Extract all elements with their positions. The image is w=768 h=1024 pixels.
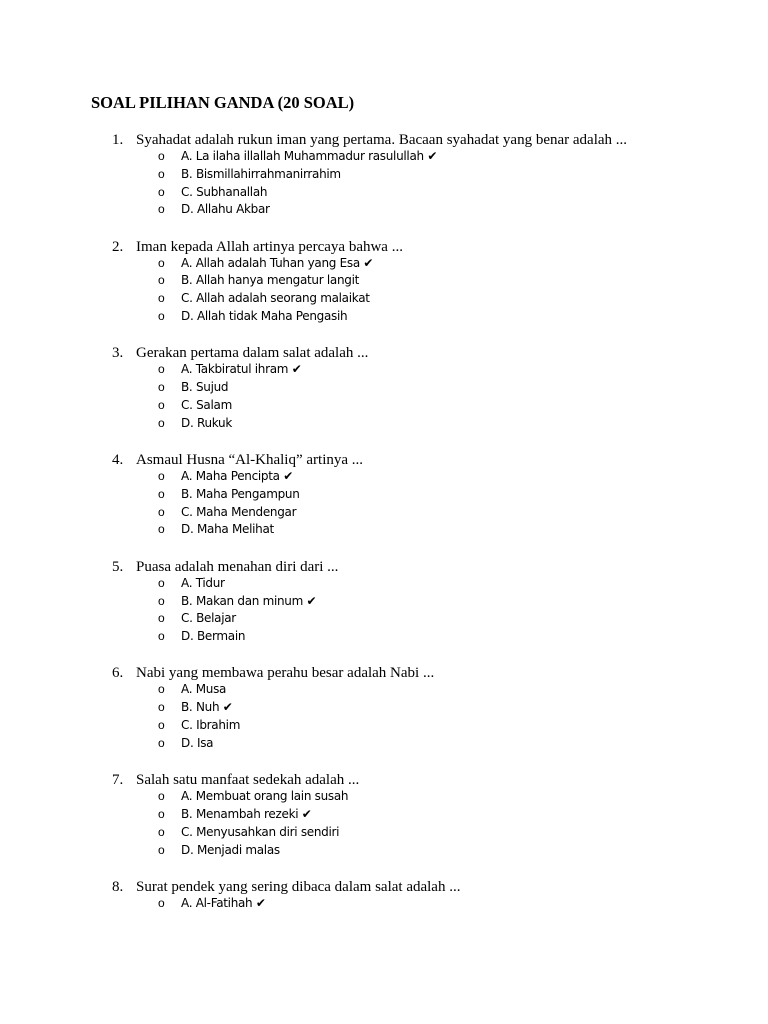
circle-bullet-icon: o xyxy=(158,575,165,590)
question-item xyxy=(0,450,768,557)
option-item xyxy=(0,806,600,824)
question-text: Nabi yang membawa perahu besar adalah Nabi ... xyxy=(136,665,435,682)
option-item xyxy=(0,824,600,842)
question-text: Puasa adalah menahan diri dari ... xyxy=(136,558,339,575)
circle-bullet-icon: o xyxy=(158,166,165,181)
circle-bullet-icon: o xyxy=(158,789,165,804)
option-item xyxy=(0,397,600,415)
circle-bullet-icon: o xyxy=(158,824,165,839)
circle-bullet-icon: o xyxy=(158,380,165,395)
option-item xyxy=(0,184,600,202)
option-list xyxy=(0,681,600,752)
document-title: SOAL PILIHAN GANDA (20 SOAL) xyxy=(91,93,355,112)
question-text: Salah satu manfaat sedekah adalah ... xyxy=(136,772,360,789)
question-number: 6. xyxy=(112,665,124,682)
option-text: B. Maha Pengampun xyxy=(181,486,300,501)
question-item xyxy=(0,237,768,344)
circle-bullet-icon: o xyxy=(158,486,165,501)
circle-bullet-icon: o xyxy=(158,397,165,412)
option-text: A. Tidur xyxy=(181,575,225,590)
question-text: Asmaul Husna “Al-Khaliq” artinya ... xyxy=(136,452,364,469)
question-text: Surat pendek yang sering dibaca dalam salat adalah ... xyxy=(136,878,461,895)
option-item xyxy=(0,486,600,504)
circle-bullet-icon: o xyxy=(158,273,165,288)
circle-bullet-icon: o xyxy=(158,718,165,733)
question-item xyxy=(0,663,768,770)
option-text: B. Sujud xyxy=(181,380,229,395)
option-item xyxy=(0,699,600,717)
option-text: A. La ilaha illallah Muhammadur rasulullah ✔ xyxy=(181,149,438,163)
question-text: Syahadat adalah rukun iman yang pertama. Bacaan syahadat yang benar adalah ... xyxy=(136,132,628,148)
option-list xyxy=(0,575,600,646)
circle-bullet-icon: o xyxy=(158,806,165,821)
option-text: B. Nuh ✔ xyxy=(181,700,233,715)
option-list xyxy=(0,895,600,913)
question-number: 2. xyxy=(112,238,124,255)
option-item xyxy=(0,504,600,522)
circle-bullet-icon: o xyxy=(158,682,165,697)
option-text: A. Musa xyxy=(181,682,227,697)
option-text: A. Takbiratul ihram ✔ xyxy=(181,362,302,377)
option-list xyxy=(0,361,600,432)
question-number: 5. xyxy=(112,558,124,575)
circle-bullet-icon: o xyxy=(158,593,165,608)
circle-bullet-icon: o xyxy=(158,629,165,644)
option-text: C. Belajar xyxy=(181,611,236,626)
circle-bullet-icon: o xyxy=(158,700,165,715)
option-item xyxy=(0,415,600,433)
circle-bullet-icon: o xyxy=(158,504,165,519)
option-list xyxy=(0,148,600,219)
circle-bullet-icon: o xyxy=(158,735,165,750)
option-item xyxy=(0,788,600,806)
option-item xyxy=(0,717,600,735)
option-item xyxy=(0,610,600,628)
question-item xyxy=(0,130,768,237)
option-item xyxy=(0,308,600,326)
option-item xyxy=(0,290,600,308)
option-item xyxy=(0,272,600,290)
question-number: 7. xyxy=(112,772,124,789)
circle-bullet-icon: o xyxy=(158,255,165,270)
option-item xyxy=(0,379,600,397)
circle-bullet-icon: o xyxy=(158,291,165,306)
circle-bullet-icon: o xyxy=(158,415,165,430)
circle-bullet-icon: o xyxy=(158,309,165,324)
circle-bullet-icon: o xyxy=(158,202,165,217)
option-text: B. Allah hanya mengatur langit xyxy=(181,273,360,288)
option-text: C. Salam xyxy=(181,397,232,412)
question-text: Iman kepada Allah artinya percaya bahwa ... xyxy=(136,238,403,255)
circle-bullet-icon: o xyxy=(158,469,165,484)
circle-bullet-icon: o xyxy=(158,842,165,857)
option-item xyxy=(0,255,600,273)
option-item xyxy=(0,521,600,539)
option-list xyxy=(0,255,600,326)
question-number: 4. xyxy=(112,452,124,469)
option-text: C. Maha Mendengar xyxy=(181,504,297,519)
circle-bullet-icon: o xyxy=(158,149,165,163)
option-text: C. Subhanallah xyxy=(181,184,268,199)
option-text: D. Rukuk xyxy=(181,415,233,430)
question-item xyxy=(0,343,768,450)
question-item xyxy=(0,770,768,877)
option-text: D. Isa xyxy=(181,735,214,750)
option-text: A. Al-Fatihah ✔ xyxy=(181,895,266,910)
circle-bullet-icon: o xyxy=(158,184,165,199)
option-item xyxy=(0,575,600,593)
option-item xyxy=(0,628,600,646)
question-item xyxy=(0,557,768,664)
option-text: A. Allah adalah Tuhan yang Esa ✔ xyxy=(181,255,374,270)
question-item xyxy=(0,877,768,984)
question-list xyxy=(0,130,768,984)
question-number: 8. xyxy=(112,878,124,895)
circle-bullet-icon: o xyxy=(158,611,165,626)
option-text: D. Allahu Akbar xyxy=(181,202,270,217)
option-item xyxy=(0,468,600,486)
option-item xyxy=(0,201,600,219)
option-text: B. Bismillahirrahmanirrahim xyxy=(181,166,341,181)
option-text: D. Menjadi malas xyxy=(181,842,280,857)
option-text: C. Ibrahim xyxy=(181,718,241,733)
question-number: 3. xyxy=(112,345,124,362)
option-text: D. Allah tidak Maha Pengasih xyxy=(181,309,348,324)
option-list xyxy=(0,468,600,539)
option-item xyxy=(0,735,600,753)
question-number: 1. xyxy=(112,132,124,148)
option-item xyxy=(0,166,600,184)
option-item xyxy=(0,681,600,699)
option-text: A. Maha Pencipta ✔ xyxy=(181,469,293,484)
option-text: B. Menambah rezeki ✔ xyxy=(181,806,312,821)
question-text: Gerakan pertama dalam salat adalah ... xyxy=(136,345,369,362)
option-text: B. Makan dan minum ✔ xyxy=(181,593,317,608)
option-text: C. Allah adalah seorang malaikat xyxy=(181,291,370,306)
option-item xyxy=(0,842,600,860)
option-text: C. Menyusahkan diri sendiri xyxy=(181,824,340,839)
option-text: D. Maha Melihat xyxy=(181,522,274,537)
option-list xyxy=(0,788,600,859)
option-text: A. Membuat orang lain susah xyxy=(181,789,349,804)
circle-bullet-icon: o xyxy=(158,362,165,377)
circle-bullet-icon: o xyxy=(158,895,165,910)
option-item xyxy=(0,593,600,611)
option-item xyxy=(0,895,600,913)
option-item xyxy=(0,148,600,166)
circle-bullet-icon: o xyxy=(158,522,165,537)
option-item xyxy=(0,361,600,379)
option-text: D. Bermain xyxy=(181,629,246,644)
